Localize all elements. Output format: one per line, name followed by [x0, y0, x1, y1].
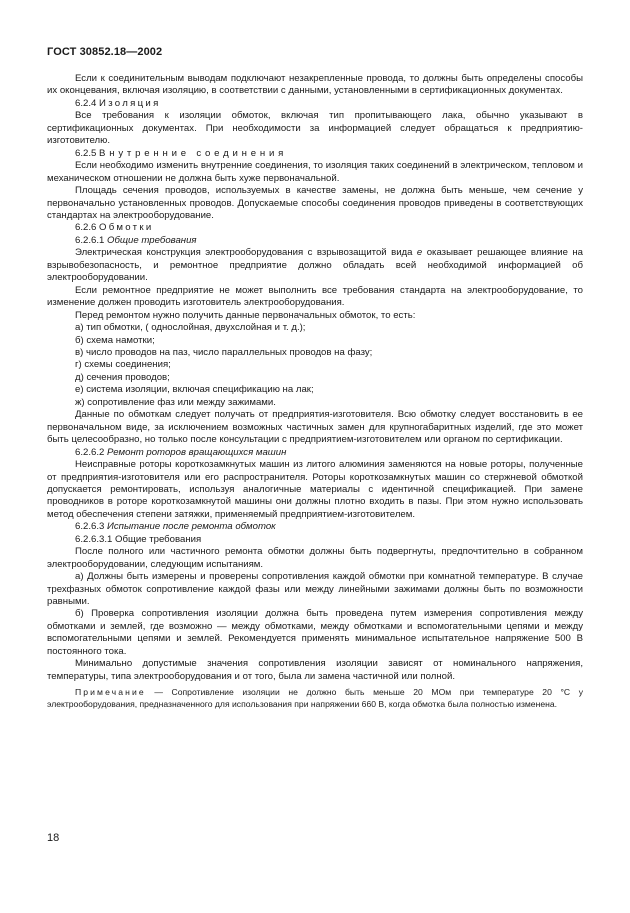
paragraph: Минимально допустимые значения сопротивления изоляции зависят от номинального напряжения, температуры, типа электрооборудования и от того, была ли замена частичной или полной.: [47, 658, 583, 682]
list-item: б) схема намотки;: [75, 334, 155, 346]
subsection-heading: 6.2.6.3.1 Общие требования: [75, 533, 202, 545]
section-heading: 6.2.6 Обмотки: [75, 222, 154, 234]
paragraph: б) Проверка сопротивления изоляции должна быть проведена путем измерения сопротивления между обмотками и землей, где возможно — между обмотками, между обмотками и вспомогательными цепями и между вспомогательными цепями и землей. Рекомендуется применять минимальное испытательное напряжение 500 В постоянного тока.: [47, 608, 583, 657]
document-header: ГОСТ 30852.18—2002: [47, 46, 163, 58]
subsection-heading: 6.2.6.3 Испытание после ремонта обмоток: [75, 521, 276, 533]
list-item: д) сечения проводов;: [75, 371, 170, 383]
note-text: — Сопротивление изоляции не должно быть меньше 20 МОм при температуре 20 °С у электрооборудования, предназначенного для использования при напряжении 660 В, когда обмотка была полностью изменена.: [47, 687, 583, 709]
page-number: 18: [47, 832, 60, 844]
note-label: Примечание: [75, 687, 146, 698]
paragraph: Площадь сечения проводов, используемых в качестве замены, не должна быть меньше, чем сечение у первоначально установленных проводов. Допускаемые способы соединения проводов приведены в соответствующих стандартах на электрооборудование.: [47, 185, 583, 221]
subsection-heading: 6.2.6.2 Ремонт роторов вращающихся машин: [75, 446, 287, 458]
section-heading: 6.2.5 Внутренние соединения: [75, 147, 288, 159]
paragraph: Перед ремонтом нужно получить данные первоначальных обмоток, то есть:: [75, 309, 416, 321]
list-item: ж) сопротивление фаз или между зажимами.: [75, 396, 276, 408]
paragraph: а) Должны быть измерены и проверены сопротивления каждой обмотки при комнатной температуре. В случае трехфазных обмоток сопротивление каждой фазы или между линейными зажимами должны быть по возможности равными.: [47, 571, 583, 608]
list-item: а) тип обмотки, ( однослойная, двухслойная и т. д.);: [75, 322, 306, 334]
paragraph: Если к соединительным выводам подключают незакрепленные провода, то должны быть определены способы их оконцевания, включая изоляцию, в соответствии с данными, установленными в сертификационных документах.: [47, 73, 583, 97]
subsection-heading: 6.2.6.1 Общие требования: [75, 234, 197, 246]
list-item: в) число проводов на паз, число параллельных проводов на фазу;: [75, 346, 373, 358]
paragraph: Данные по обмоткам следует получать от предприятия-изготовителя. Всю обмотку следует восстановить в ее первоначальном виде, за исключением возможных частичных замен для крупногабаритных изделий, где это может быть целесообразно, но только после консультации с предприятием-изготовителем или органом по сертификации.: [47, 409, 583, 446]
paragraph: Если необходимо изменить внутренние соединения, то изоляция таких соединений в электрическом, тепловом и механическом отношении не должна быть хуже первоначальной.: [47, 160, 583, 184]
paragraph: Неисправные роторы короткозамкнутых машин из литого алюминия заменяются на новые роторы, полученные от предприятия-изготовителя или его распространителя. Роторы короткозамкнутых машин со стержневой обмоткой допускается ремонтировать, используя аналогичные материалы с идентичной спецификацией. При замене проводников в роторе короткозамкнутой машины они должны плотно входить в пазы. При этом нужно использовать метод обеспечения степени затяжки, применяемый предприятием-изготовителем.: [47, 459, 583, 520]
paragraph: Если ремонтное предприятие не может выполнить все требования стандарта на электрооборудование, то изменение должен проводить изготовитель электрооборудования.: [47, 284, 583, 309]
list-item: е) система изоляции, включая спецификацию на лак;: [75, 384, 314, 396]
paragraph: Электрическая конструкция электрооборудования с взрывозащитой вида е оказывает решающее влияние на взрывобезопасность, и ремонтное предприятие должно обладать всей необходимой информацией об электрооборудовании.: [47, 247, 583, 284]
paragraph: После полного или частичного ремонта обмотки должны быть подвергнуты, предпочтительно в собранном электрооборудовании, следующим испытаниям.: [47, 546, 583, 570]
document-body: [47, 73, 583, 711]
note: [47, 687, 583, 711]
section-heading: 6.2.4 Изоляция: [75, 97, 161, 109]
list-item: г) схемы соединения;: [75, 359, 171, 371]
paragraph: Все требования к изоляции обмоток, включая тип пропитывающего лака, обычно указывают в сертификационных документах. При необходимости за информацией следует обращаться к предприятию-изготовителю.: [47, 110, 583, 147]
